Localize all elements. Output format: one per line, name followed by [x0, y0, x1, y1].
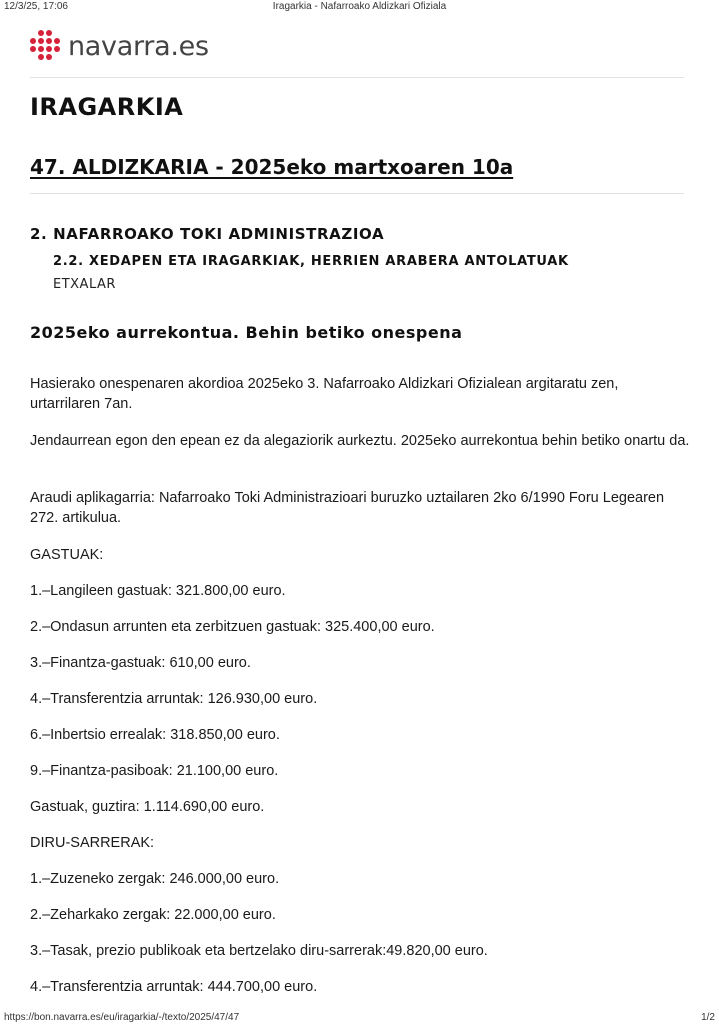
print-header — [0, 0, 719, 14]
issue-link[interactable]: 47. ALDIZKARIA - 2025eko martxoaren 10a — [30, 155, 514, 179]
expense-item: 9.–Finantza-pasiboak: 21.100,00 euro. — [30, 763, 279, 779]
print-date: 12/3/25, 17:06 — [4, 1, 68, 12]
income-heading: DIRU-SARRERAK: — [30, 835, 155, 851]
income-item: 2.–Zeharkako zergak: 22.000,00 euro. — [30, 907, 276, 923]
print-url: https://bon.navarra.es/eu/iragarkia/-/texto/2025/47/47 — [4, 1012, 240, 1023]
announcement-title: 2025eko aurrekontua. Behin betiko onespena — [30, 323, 463, 342]
expense-item: 3.–Finantza-gastuak: 610,00 euro. — [30, 655, 251, 671]
print-page-number: 1/2 — [701, 1012, 715, 1023]
print-page-title: Iragarkia - Nafarroako Aldizkari Ofiziala — [272, 1, 447, 12]
section-title: 2. NAFARROAKO TOKI ADMINISTRAZIOA — [30, 225, 385, 243]
subsection-title: 2.2. XEDAPEN ETA IRAGARKIAK, HERRIEN ARABERA ANTOLATUAK — [53, 254, 569, 269]
document-type-heading: IRAGARKIA — [30, 93, 184, 121]
logo-dots-icon — [30, 30, 62, 62]
paragraph: Hasierako onespenaren akordioa 2025eko 3. Nafarroako Aldizkari Ofizialean argitaratu zen, urtarrilaren 7an. — [30, 376, 619, 412]
expense-item: 4.–Transferentzia arruntak: 126.930,00 euro. — [30, 691, 318, 707]
expense-item: 2.–Ondasun arrunten eta zerbitzuen gastuak: 325.400,00 euro. — [30, 619, 435, 635]
expenses-total: Gastuak, guztira: 1.114.690,00 euro. — [30, 799, 265, 815]
header-divider — [30, 77, 684, 78]
income-item: 1.–Zuzeneko zergak: 246.000,00 euro. — [30, 871, 280, 887]
expense-item: 6.–Inbertsio errealak: 318.850,00 euro. — [30, 727, 280, 743]
expense-item: 1.–Langileen gastuak: 321.800,00 euro. — [30, 583, 286, 599]
expenses-heading: GASTUAK: — [30, 547, 104, 563]
income-item: 3.–Tasak, prezio publikoak eta bertzelako diru-sarrerak:49.820,00 euro. — [30, 943, 488, 959]
print-footer — [0, 1010, 719, 1024]
municipality-name: ETXALAR — [53, 277, 116, 292]
logo-text: navarra.es — [68, 30, 209, 62]
paragraph: Araudi aplikagarria: Nafarroako Toki Administrazioari buruzko uztailaren 2ko 6/1990 Foru Legearen 272. artikulua. — [30, 490, 665, 526]
income-item: 4.–Transferentzia arruntak: 444.700,00 euro. — [30, 979, 318, 995]
paragraph: Jendaurrean egon den epean ez da alegaziorik aurkeztu. 2025eko aurrekontua behin betiko onartu da. — [30, 433, 690, 449]
navarra-logo[interactable] — [30, 30, 209, 62]
issue-divider — [30, 193, 684, 194]
